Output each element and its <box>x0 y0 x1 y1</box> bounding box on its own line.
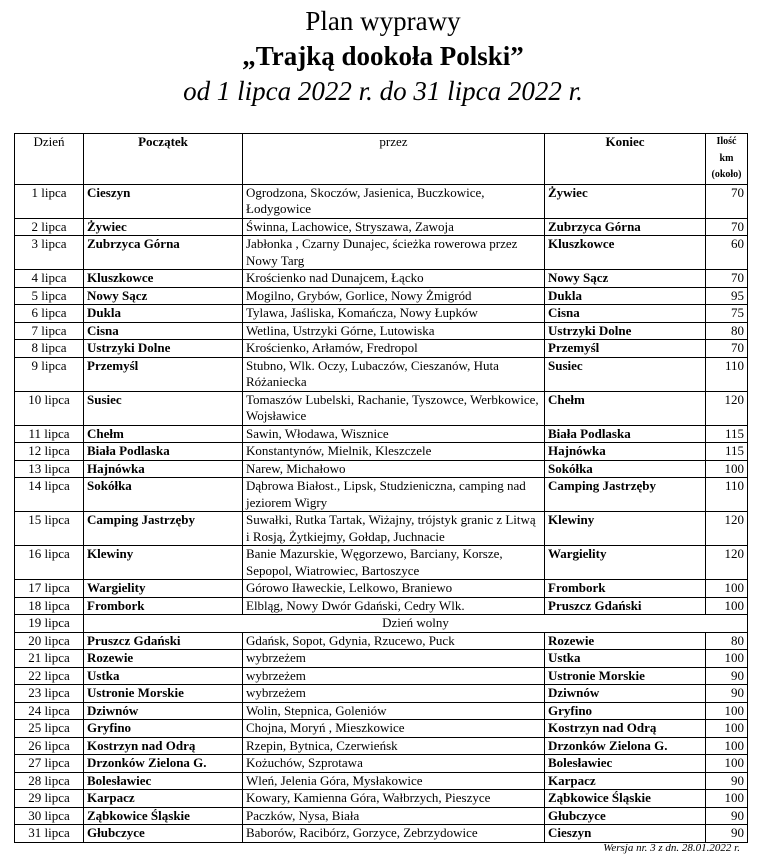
start-cell: Gryfino <box>84 720 243 738</box>
end-cell: Bolesławiec <box>545 755 706 773</box>
via-cell: Chojna, Moryń , Mieszkowice <box>243 720 545 738</box>
start-cell: Susiec <box>84 391 243 425</box>
via-cell: wybrzeżem <box>243 667 545 685</box>
table-row <box>15 720 748 738</box>
start-cell: Dziwnów <box>84 702 243 720</box>
via-cell: wybrzeżem <box>243 650 545 668</box>
table-row <box>15 236 748 270</box>
day-cell: 2 lipca <box>15 218 84 236</box>
km-cell: 70 <box>706 270 748 288</box>
start-cell: Camping Jastrzęby <box>84 512 243 546</box>
start-cell: Klewiny <box>84 546 243 580</box>
via-cell: Krościenko nad Dunajcem, Łącko <box>243 270 545 288</box>
day-cell: 13 lipca <box>15 460 84 478</box>
day-cell: 16 lipca <box>15 546 84 580</box>
via-cell: Konstantynów, Mielnik, Kleszczele <box>243 443 545 461</box>
via-cell: Mogilno, Grybów, Gorlice, Nowy Żmigród <box>243 287 545 305</box>
km-cell: 80 <box>706 322 748 340</box>
via-cell: Baborów, Racibórz, Gorzyce, Zebrzydowice <box>243 825 545 843</box>
km-cell: 70 <box>706 218 748 236</box>
end-cell: Kostrzyn nad Odrą <box>545 720 706 738</box>
table-row <box>15 597 748 615</box>
km-cell: 100 <box>706 755 748 773</box>
via-cell: Krościenko, Arłamów, Fredropol <box>243 340 545 358</box>
header-km-line1: Ilość <box>716 136 737 147</box>
table-row <box>15 425 748 443</box>
start-cell: Ząbkowice Śląskie <box>84 807 243 825</box>
end-cell: Cieszyn <box>545 825 706 843</box>
via-cell: Kożuchów, Szprotawa <box>243 755 545 773</box>
km-cell: 90 <box>706 685 748 703</box>
day-cell: 4 lipca <box>15 270 84 288</box>
start-cell: Frombork <box>84 597 243 615</box>
table-row <box>15 615 748 633</box>
end-cell: Biała Podlaska <box>545 425 706 443</box>
day-cell: 10 lipca <box>15 391 84 425</box>
km-cell: 70 <box>706 184 748 218</box>
day-cell: 29 lipca <box>15 790 84 808</box>
start-cell: Biała Podlaska <box>84 443 243 461</box>
start-cell: Nowy Sącz <box>84 287 243 305</box>
end-cell: Dziwnów <box>545 685 706 703</box>
day-cell: 31 lipca <box>15 825 84 843</box>
header-end: Koniec <box>545 134 706 185</box>
table-row <box>15 702 748 720</box>
start-cell: Ustka <box>84 667 243 685</box>
km-cell: 100 <box>706 597 748 615</box>
day-cell: 27 lipca <box>15 755 84 773</box>
table-row <box>15 755 748 773</box>
start-cell: Ustrzyki Dolne <box>84 340 243 358</box>
km-cell: 120 <box>706 546 748 580</box>
end-cell: Żywiec <box>545 184 706 218</box>
end-cell: Nowy Sącz <box>545 270 706 288</box>
header-km <box>706 134 748 185</box>
header-start: Początek <box>84 134 243 185</box>
km-cell: 100 <box>706 650 748 668</box>
km-cell: 100 <box>706 702 748 720</box>
start-cell: Pruszcz Gdański <box>84 632 243 650</box>
km-cell: 70 <box>706 340 748 358</box>
via-cell: Rzepin, Bytnica, Czerwieńsk <box>243 737 545 755</box>
table-row <box>15 184 748 218</box>
km-cell: 95 <box>706 287 748 305</box>
via-cell: Wolin, Stepnica, Goleniów <box>243 702 545 720</box>
via-cell: Jabłonka , Czarny Dunajec, ścieżka rowerowa przez Nowy Targ <box>243 236 545 270</box>
day-cell: 1 lipca <box>15 184 84 218</box>
table-row <box>15 737 748 755</box>
table-row <box>15 580 748 598</box>
day-cell: 6 lipca <box>15 305 84 323</box>
day-cell: 7 lipca <box>15 322 84 340</box>
km-cell: 100 <box>706 460 748 478</box>
table-header-row <box>15 134 748 185</box>
start-cell: Przemyśl <box>84 357 243 391</box>
end-cell: Susiec <box>545 357 706 391</box>
end-cell: Klewiny <box>545 512 706 546</box>
table-row <box>15 650 748 668</box>
km-cell: 80 <box>706 632 748 650</box>
table-row <box>15 305 748 323</box>
start-cell: Dukla <box>84 305 243 323</box>
start-cell: Zubrzyca Górna <box>84 236 243 270</box>
km-cell: 100 <box>706 790 748 808</box>
table-row <box>15 460 748 478</box>
day-cell: 22 lipca <box>15 667 84 685</box>
day-cell: 15 lipca <box>15 512 84 546</box>
via-cell: wybrzeżem <box>243 685 545 703</box>
table-row <box>15 443 748 461</box>
start-cell: Cisna <box>84 322 243 340</box>
itinerary-table <box>14 133 748 843</box>
via-cell: Stubno, Wlk. Oczy, Lubaczów, Cieszanów, Huta Różaniecka <box>243 357 545 391</box>
via-cell: Tylawa, Jaśliska, Komańcza, Nowy Łupków <box>243 305 545 323</box>
end-cell: Wargielity <box>545 546 706 580</box>
table-row <box>15 478 748 512</box>
start-cell: Głubczyce <box>84 825 243 843</box>
header-km-line3: (około) <box>711 169 742 180</box>
day-cell: 14 lipca <box>15 478 84 512</box>
start-cell: Hajnówka <box>84 460 243 478</box>
via-cell: Paczków, Nysa, Biała <box>243 807 545 825</box>
km-cell: 100 <box>706 720 748 738</box>
via-cell: Wetlina, Ustrzyki Górne, Lutowiska <box>243 322 545 340</box>
end-cell: Rozewie <box>545 632 706 650</box>
via-cell: Narew, Michałowo <box>243 460 545 478</box>
start-cell: Ustronie Morskie <box>84 685 243 703</box>
end-cell: Chełm <box>545 391 706 425</box>
table-row <box>15 807 748 825</box>
km-cell: 110 <box>706 357 748 391</box>
end-cell: Gryfino <box>545 702 706 720</box>
km-cell: 100 <box>706 580 748 598</box>
table-row <box>15 287 748 305</box>
day-cell: 18 lipca <box>15 597 84 615</box>
table-row <box>15 685 748 703</box>
table-row <box>15 357 748 391</box>
start-cell: Chełm <box>84 425 243 443</box>
end-cell: Zubrzyca Górna <box>545 218 706 236</box>
end-cell: Ząbkowice Śląskie <box>545 790 706 808</box>
start-cell: Żywiec <box>84 218 243 236</box>
start-cell: Karpacz <box>84 790 243 808</box>
table-row <box>15 391 748 425</box>
end-cell: Ustronie Morskie <box>545 667 706 685</box>
day-cell: 30 lipca <box>15 807 84 825</box>
table-row <box>15 270 748 288</box>
table-row <box>15 340 748 358</box>
start-cell: Cieszyn <box>84 184 243 218</box>
day-cell: 11 lipca <box>15 425 84 443</box>
title-block <box>0 4 766 108</box>
day-cell: 9 lipca <box>15 357 84 391</box>
km-cell: 115 <box>706 443 748 461</box>
start-cell: Sokółka <box>84 478 243 512</box>
day-cell: 21 lipca <box>15 650 84 668</box>
via-cell: Ogrodzona, Skoczów, Jasienica, Buczkowice, Łodygowice <box>243 184 545 218</box>
day-cell: 19 lipca <box>15 615 84 633</box>
table-row <box>15 790 748 808</box>
via-cell: Dąbrowa Białost., Lipsk, Studzieniczna, camping nad jeziorem Wigry <box>243 478 545 512</box>
table-row <box>15 772 748 790</box>
via-cell: Sawin, Włodawa, Wisznice <box>243 425 545 443</box>
start-cell: Kluszkowce <box>84 270 243 288</box>
km-cell: 120 <box>706 391 748 425</box>
end-cell: Drzonków Zielona G. <box>545 737 706 755</box>
via-cell: Gdańsk, Sopot, Gdynia, Rzucewo, Puck <box>243 632 545 650</box>
header-day: Dzień <box>15 134 84 185</box>
start-cell: Wargielity <box>84 580 243 598</box>
km-cell: 60 <box>706 236 748 270</box>
via-cell: Banie Mazurskie, Węgorzewo, Barciany, Korsze, Sepopol, Wiatrowiec, Bartoszyce <box>243 546 545 580</box>
via-cell: Suwałki, Rutka Tartak, Wiżajny, trójstyk granic z Litwą i Rosją, Żytkiejmy, Gołdap, Juchnacie <box>243 512 545 546</box>
end-cell: Ustrzyki Dolne <box>545 322 706 340</box>
day-cell: 8 lipca <box>15 340 84 358</box>
via-cell: Tomaszów Lubelski, Rachanie, Tyszowce, Werbkowice, Wojsławice <box>243 391 545 425</box>
day-cell: 5 lipca <box>15 287 84 305</box>
version-note: Wersja nr. 3 z dn. 28.01.2022 r. <box>603 842 740 854</box>
itinerary-rows <box>15 184 748 842</box>
end-cell: Głubczyce <box>545 807 706 825</box>
expedition-name: „Trajką dookoła Polski” <box>242 41 524 71</box>
date-range: od 1 lipca 2022 r. do 31 lipca 2022 r. <box>183 76 583 106</box>
km-cell: 75 <box>706 305 748 323</box>
header-km-line2: km <box>719 152 734 164</box>
day-cell: 23 lipca <box>15 685 84 703</box>
via-cell: Elbląg, Nowy Dwór Gdański, Cedry Wlk. <box>243 597 545 615</box>
via-cell: Górowo Iławeckie, Lelkowo, Braniewo <box>243 580 545 598</box>
day-cell: 17 lipca <box>15 580 84 598</box>
end-cell: Hajnówka <box>545 443 706 461</box>
day-cell: 25 lipca <box>15 720 84 738</box>
km-cell: 120 <box>706 512 748 546</box>
day-cell: 3 lipca <box>15 236 84 270</box>
table-row <box>15 218 748 236</box>
day-cell: 20 lipca <box>15 632 84 650</box>
start-cell: Drzonków Zielona G. <box>84 755 243 773</box>
end-cell: Sokółka <box>545 460 706 478</box>
end-cell: Dukla <box>545 287 706 305</box>
day-cell: 28 lipca <box>15 772 84 790</box>
rest-day-cell: Dzień wolny <box>84 615 748 633</box>
table-row <box>15 322 748 340</box>
table-row <box>15 546 748 580</box>
km-cell: 110 <box>706 478 748 512</box>
end-cell: Cisna <box>545 305 706 323</box>
via-cell: Świnna, Lachowice, Stryszawa, Zawoja <box>243 218 545 236</box>
end-cell: Pruszcz Gdański <box>545 597 706 615</box>
via-cell: Wleń, Jelenia Góra, Mysłakowice <box>243 772 545 790</box>
page-title: Plan wyprawy <box>305 6 461 36</box>
end-cell: Frombork <box>545 580 706 598</box>
table-row <box>15 825 748 843</box>
table-row <box>15 667 748 685</box>
day-cell: 24 lipca <box>15 702 84 720</box>
start-cell: Rozewie <box>84 650 243 668</box>
via-cell: Kowary, Kamienna Góra, Wałbrzych, Pieszyce <box>243 790 545 808</box>
start-cell: Bolesławiec <box>84 772 243 790</box>
km-cell: 90 <box>706 807 748 825</box>
header-via: przez <box>243 134 545 185</box>
day-cell: 26 lipca <box>15 737 84 755</box>
km-cell: 90 <box>706 667 748 685</box>
end-cell: Karpacz <box>545 772 706 790</box>
km-cell: 115 <box>706 425 748 443</box>
end-cell: Przemyśl <box>545 340 706 358</box>
km-cell: 100 <box>706 737 748 755</box>
day-cell: 12 lipca <box>15 443 84 461</box>
km-cell: 90 <box>706 772 748 790</box>
end-cell: Camping Jastrzęby <box>545 478 706 512</box>
km-cell: 90 <box>706 825 748 843</box>
end-cell: Ustka <box>545 650 706 668</box>
table-row <box>15 632 748 650</box>
table-row <box>15 512 748 546</box>
end-cell: Kluszkowce <box>545 236 706 270</box>
start-cell: Kostrzyn nad Odrą <box>84 737 243 755</box>
